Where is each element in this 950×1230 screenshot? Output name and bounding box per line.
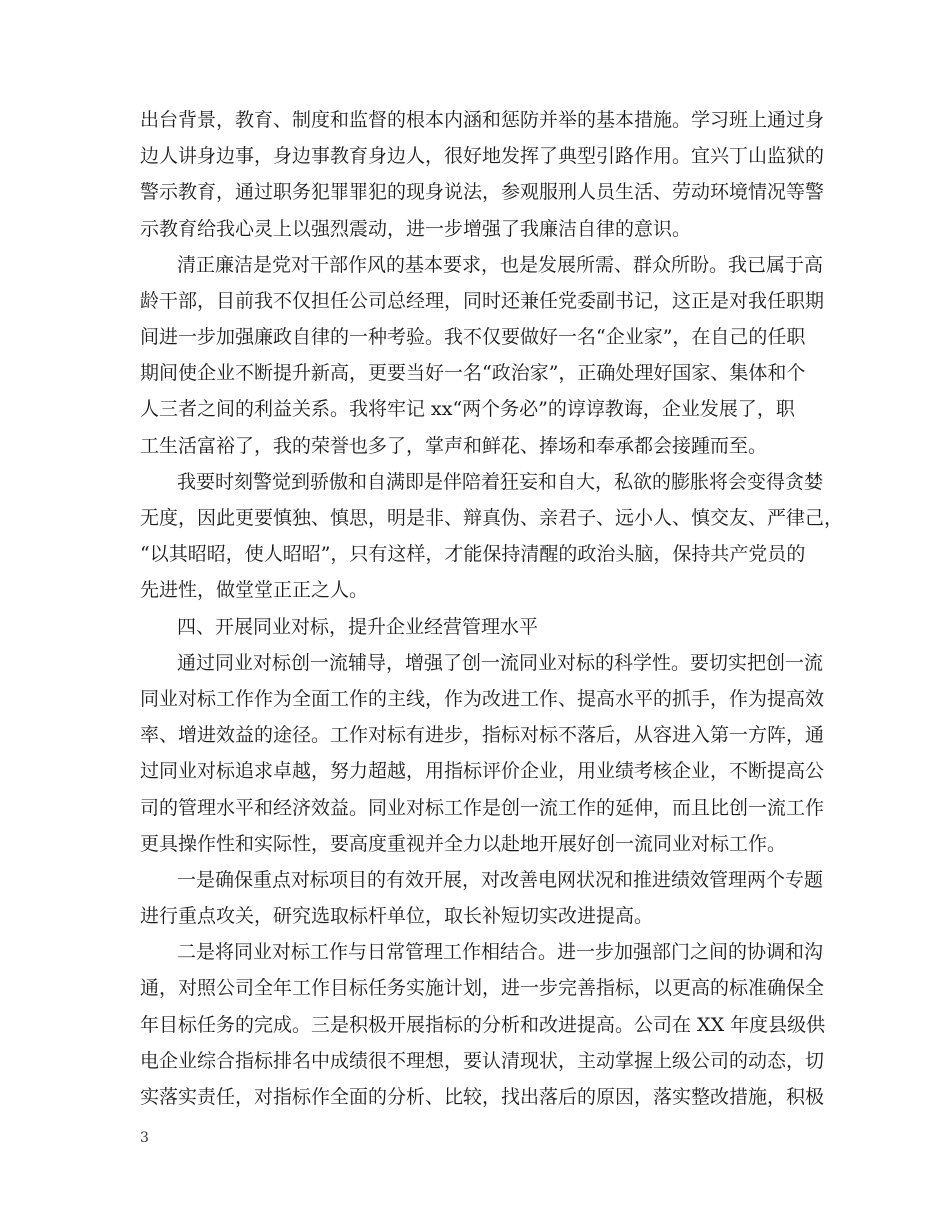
text-line: 龄干部，目前我不仅担任公司总经理，同时还兼任党委副书记，这正是对我任职期 <box>140 290 825 312</box>
text-line: 率、增进效益的途径。工作对标有进步，指标对标不落后，从容进入第一方阵，通 <box>140 724 825 746</box>
text-line: 司的管理水平和经济效益。同业对标工作是创一流工作的延伸，而且比创一流工作 <box>140 797 825 819</box>
text-line: 一是确保重点对标项目的有效开展，对改善电网状况和推进绩效管理两个专题 <box>177 869 824 891</box>
text-line: 示教育给我心灵上以强烈震动，进一步增强了我廉洁自律的意识。 <box>140 218 692 240</box>
text-line: 进行重点攻关，研究选取标杆单位，取长补短切实改进提高。 <box>140 905 654 927</box>
text-line: 出台背景，教育、制度和监督的根本内涵和惩防并举的基本措施。学习班上通过身 <box>140 109 825 131</box>
text-line: “以其昭昭，使人昭昭”，只有这样，才能保持清醒的政治头脑，保持共产党员的 <box>140 543 806 565</box>
text-line: 更具操作性和实际性，要高度重视并全力以赴地开展好创一流同业对标工作。 <box>140 833 787 855</box>
text-line: 二是将同业对标工作与日常管理工作相结合。进一步加强部门之间的协调和沟 <box>177 941 824 963</box>
text-line: 间进一步加强廉政自律的一种考验。我不仅要做好一名“企业家”，在自己的任职 <box>140 326 806 348</box>
text-line: 实落实责任，对指标作全面的分析、比较，找出落后的原因，落实整改措施，积极 <box>140 1086 825 1108</box>
text-line: 过同业对标追求卓越，努力超越，用指标评价企业，用业绩考核企业，不断提高公 <box>140 760 825 782</box>
text-line: 年目标任务的完成。三是积极开展指标的分析和改进提高。公司在 XX 年度县级供 <box>140 1014 826 1036</box>
text-line: 电企业综合指标排名中成绩很不理想，要认清现状，主动掌握上级公司的动态，切 <box>140 1050 825 1072</box>
text-line: 边人讲身边事，身边事教育身边人，很好地发挥了典型引路作用。宜兴丁山监狱的 <box>140 145 825 167</box>
text-line: 人三者之间的利益关系。我将牢记 xx“两个务必”的谆谆教诲，企业发展了，职 <box>140 398 795 420</box>
text-line: 工生活富裕了，我的荣誉也多了，掌声和鲜花、捧场和奉承都会接踵而至。 <box>140 435 768 457</box>
text-line: 同业对标工作作为全面工作的主线，作为改进工作、提高水平的抓手，作为提高效 <box>140 688 825 710</box>
text-line: 警示教育，通过职务犯罪罪犯的现身说法，参观服刑人员生活、劳动环境情况等警 <box>140 181 825 203</box>
text-line: 先进性，做堂堂正正之人。 <box>140 579 369 601</box>
section-heading: 四、开展同业对标，提升企业经营管理水平 <box>177 616 539 638</box>
text-line: 清正廉洁是党对干部作风的基本要求，也是发展所需、群众所盼。我已属于高 <box>177 254 824 276</box>
text-line: 通，对照公司全年工作目标任务实施计划，进一步完善指标，以更高的标准确保全 <box>140 977 825 999</box>
text-line: 无度，因此更要慎独、慎思，明是非、辩真伪、亲君子、远小人、慎交友、严律己， <box>140 507 844 529</box>
text-line: 我要时刻警觉到骄傲和自满即是伴陪着狂妄和自大，私欲的膨胀将会变得贪婪 <box>177 471 824 493</box>
page-number: 3 <box>140 1130 149 1146</box>
text-line: 通过同业对标创一流辅导，增强了创一流同业对标的科学性。要切实把创一流 <box>177 652 824 674</box>
text-line: 期间使企业不断提升新高，更要当好一名“政治家”，正确处理好国家、集体和个 <box>140 362 806 384</box>
